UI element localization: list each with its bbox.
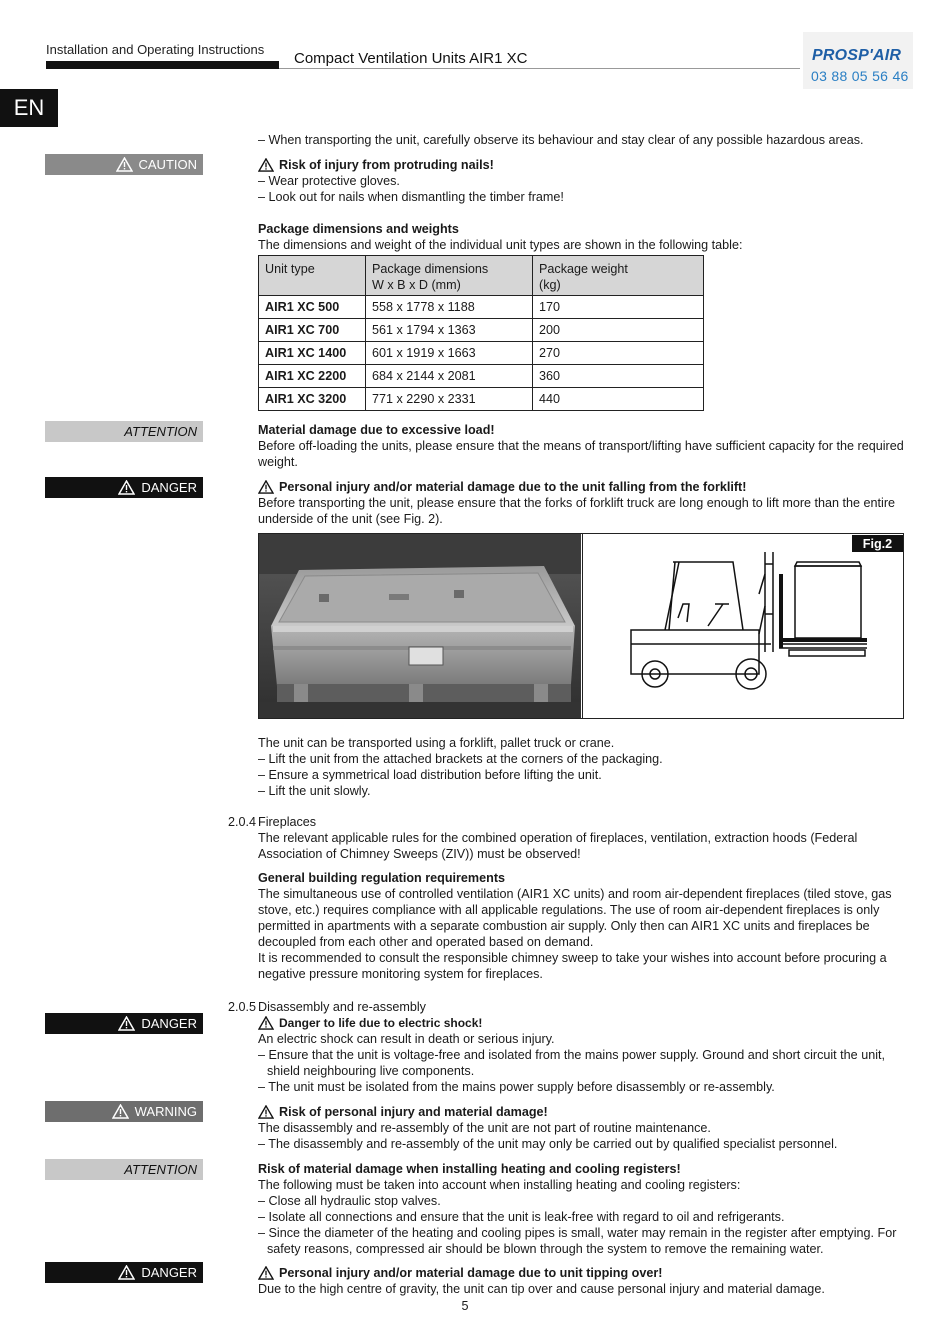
- table-row: [259, 342, 704, 365]
- danger-text: Due to the high centre of gravity, the unit can tip over and cause personal injury and material damage.: [258, 1282, 825, 1296]
- fireplaces-text: The relevant applicable rules for the combined operation of fireplaces, ventilation, extraction hoods (Federal Association of Chimney Sweeps (ZIV)) must be observed!: [258, 831, 858, 861]
- attention-line: – Isolate all connections and ensure that the unit is leak-free with regard to oil and refrigerants.: [258, 1210, 785, 1224]
- fireplaces-section: [258, 814, 908, 982]
- brand-logo-text: PROSP'AIR: [812, 47, 902, 64]
- danger-line: – Ensure that the unit is voltage-free and isolated from the mains power supply. Ground and short circuit the unit, shield neighbouring live components.: [258, 1048, 885, 1078]
- section-number: 2.0.4: [228, 815, 257, 829]
- warning-line: – The disassembly and re-assembly of the unit may only be carried out by qualified specialist personnel.: [258, 1137, 838, 1151]
- cell-unit: AIR1 XC 700: [259, 319, 366, 342]
- cell-unit: AIR1 XC 3200: [259, 388, 366, 411]
- transport-block: [258, 735, 908, 799]
- transport-intro: The unit can be transported using a forklift, pallet truck or crane.: [258, 736, 615, 750]
- package-heading: Package dimensions and weights: [258, 222, 459, 236]
- attention-tag-label: ATTENTION: [124, 423, 197, 439]
- attention-text: Before off-loading the units, please ensure that the means of transport/lifting have sufficient capacity for the required weight.: [258, 439, 904, 469]
- section-title: Disassembly and re-assembly: [258, 1000, 426, 1014]
- transport-line: – Ensure a symmetrical load distribution before lifting the unit.: [258, 768, 602, 782]
- registers-attention-block: [258, 1161, 908, 1257]
- warning-block: [258, 1104, 908, 1152]
- cell-dims: 771 x 2290 x 2331: [366, 388, 533, 411]
- page-title: Compact Ventilation Units AIR1 XC: [294, 50, 528, 67]
- warning-triangle-icon: [258, 1266, 274, 1280]
- warning-triangle-icon: [112, 1104, 129, 1119]
- table-header: [366, 256, 533, 296]
- table-row: [259, 319, 704, 342]
- danger-block: [258, 479, 908, 527]
- language-tab: EN: [0, 89, 58, 127]
- caution-tag: [45, 154, 203, 175]
- regulation-heading: General building regulation requirements: [258, 871, 506, 885]
- page-number: 5: [461, 1299, 469, 1313]
- brand-logo: [812, 48, 901, 64]
- table-header-row: [259, 256, 704, 296]
- transport-note: – When transporting the unit, carefully observe its behaviour and stay clear of any possible hazardous areas.: [258, 133, 864, 147]
- warning-triangle-icon: [118, 480, 135, 495]
- section-title: Fireplaces: [258, 815, 317, 829]
- caution-line: – Look out for nails when dismantling the timber frame!: [258, 190, 564, 204]
- caution-tag-label: CAUTION: [138, 156, 197, 172]
- tipping-danger-block: [258, 1265, 908, 1297]
- attention-tag: [45, 1159, 203, 1180]
- regulation-text2: It is recommended to consult the responsible chimney sweep to take your wishes into account before procuring a negative pressure monitoring system for fireplaces.: [258, 951, 887, 981]
- warning-triangle-icon: [258, 1016, 274, 1030]
- package-table: [258, 255, 704, 411]
- attention-line: – Since the diameter of the heating and cooling pipes is small, water may remain in the register after emptying. For safety reasons, compressed air should be blown through the system to remove the remaining water.: [258, 1226, 897, 1256]
- cell-weight: 200: [533, 319, 704, 342]
- table-row: [259, 388, 704, 411]
- package-intro: The dimensions and weight of the individual unit types are shown in the following table:: [258, 238, 743, 252]
- cell-weight: 170: [533, 296, 704, 319]
- warning-tag-label: WARNING: [134, 1103, 197, 1119]
- attention-block: [258, 422, 908, 470]
- header-dimensions: Package dimensions: [372, 262, 489, 276]
- cell-weight: 360: [533, 365, 704, 388]
- cell-dims: 558 x 1778 x 1188: [366, 296, 533, 319]
- danger-text: Before transporting the unit, please ensure that the forks of forklift truck are long enough to lift more than the entire underside of the unit (see Fig. 2).: [258, 496, 896, 526]
- figure-label: Fig.2: [852, 535, 903, 552]
- cell-dims: 601 x 1919 x 1663: [366, 342, 533, 365]
- table-header: [259, 256, 366, 296]
- attention-heading: Risk of material damage when installing heating and cooling registers!: [258, 1162, 681, 1176]
- header-rule: [279, 68, 800, 69]
- cell-unit: AIR1 XC 1400: [259, 342, 366, 365]
- warning-text: The disassembly and re-assembly of the unit are not part of routine maintenance.: [258, 1121, 711, 1135]
- electric-danger-block: [258, 1015, 908, 1095]
- transport-line: – Lift the unit from the attached brackets at the corners of the packaging.: [258, 752, 663, 766]
- header-weight: Package weight: [539, 262, 628, 276]
- regulation-text: The simultaneous use of controlled ventilation (AIR1 XC units) and room air-dependent fireplaces (tiled stove, gas stove, etc.) requires compliance with all applicable regulations. The use of room air-dependent fireplaces is only permitted in apartments with a separate combustion air supply. Only then can AIR1 XC units and fireplaces be decoupled from each other and operated based on demand.: [258, 887, 892, 949]
- warning-triangle-icon: [258, 1105, 274, 1119]
- header-dimensions-unit: W x B x D (mm): [372, 278, 461, 292]
- danger-tag-label: DANGER: [141, 1264, 197, 1280]
- transport-line: – Lift the unit slowly.: [258, 784, 371, 798]
- danger-heading: Personal injury and/or material damage due to the unit falling from the forklift!: [279, 480, 747, 494]
- danger-tag-label: DANGER: [141, 479, 197, 495]
- doc-type-label: Installation and Operating Instructions: [46, 42, 265, 57]
- caution-heading: Risk of injury from protruding nails!: [279, 158, 494, 172]
- danger-tag-label: DANGER: [141, 1015, 197, 1031]
- danger-tag: [45, 477, 203, 498]
- warning-triangle-icon: [118, 1265, 135, 1280]
- caution-line: – Wear protective gloves.: [258, 174, 400, 188]
- attention-text: The following must be taken into account when installing heating and cooling registers:: [258, 1178, 741, 1192]
- danger-tag: [45, 1013, 203, 1034]
- danger-heading: Danger to life due to electric shock!: [279, 1016, 483, 1030]
- warning-triangle-icon: [116, 157, 133, 172]
- attention-heading: Material damage due to excessive load!: [258, 423, 495, 437]
- header-weight-unit: (kg): [539, 278, 561, 292]
- warning-triangle-icon: [258, 158, 274, 172]
- attention-tag: [45, 421, 203, 442]
- danger-tag: [45, 1262, 203, 1283]
- attention-line: – Close all hydraulic stop valves.: [258, 1194, 441, 1208]
- attention-tag-label: ATTENTION: [124, 1161, 197, 1177]
- table-row: [259, 365, 704, 388]
- caution-block: [258, 157, 908, 205]
- cell-weight: 270: [533, 342, 704, 365]
- pallet-photo: [259, 534, 581, 718]
- header-bar: [46, 61, 279, 69]
- forklift-drawing: [582, 534, 904, 718]
- warning-tag: [45, 1101, 203, 1122]
- danger-line: – The unit must be isolated from the mains power supply before disassembly or re-assembly.: [258, 1080, 775, 1094]
- cell-unit: AIR1 XC 2200: [259, 365, 366, 388]
- logo-phone: 03 88 05 56 46: [811, 68, 909, 84]
- warning-triangle-icon: [258, 480, 274, 494]
- cell-weight: 440: [533, 388, 704, 411]
- table-header: [533, 256, 704, 296]
- section-number: 2.0.5: [228, 1000, 257, 1014]
- header-unit-type: Unit type: [265, 262, 315, 276]
- warning-heading: Risk of personal injury and material damage!: [279, 1105, 548, 1119]
- table-row: [259, 296, 704, 319]
- warning-triangle-icon: [118, 1016, 135, 1031]
- danger-heading: Personal injury and/or material damage due to unit tipping over!: [279, 1266, 663, 1280]
- cell-dims: 561 x 1794 x 1363: [366, 319, 533, 342]
- danger-text: An electric shock can result in death or serious injury.: [258, 1032, 555, 1046]
- cell-unit: AIR1 XC 500: [259, 296, 366, 319]
- cell-dims: 684 x 2144 x 2081: [366, 365, 533, 388]
